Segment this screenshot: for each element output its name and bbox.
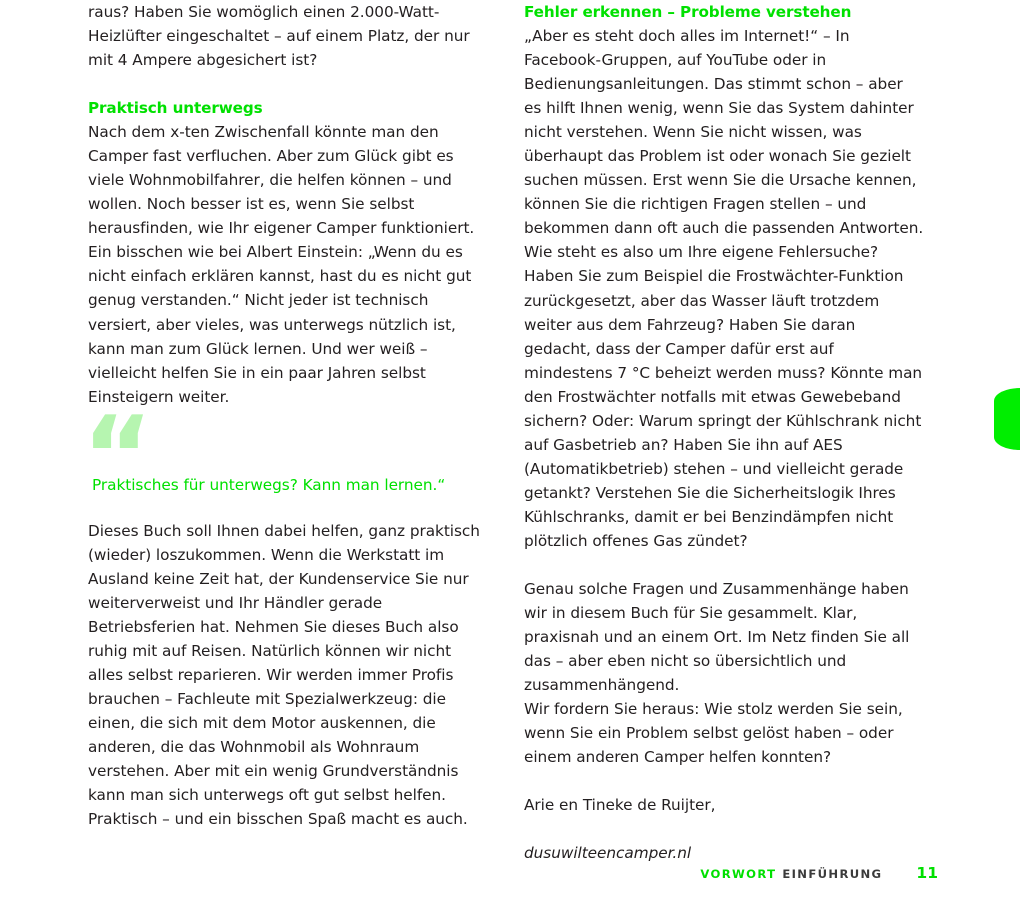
signature-line: Arie en Tineke de Ruijter,: [524, 796, 716, 815]
website-line: dusuwilteencamper.nl: [524, 844, 692, 863]
paragraph-frostwaechter: Haben Sie zum Beispiel die Frostwächter-Funktion zurückgesetzt, aber das Wasser läuft trotzdem weiter aus dem Fahrzeug? Haben Sie daran gedacht, dass der Camper dafür erst auf mindestens 7 °C beheizt werden muss? Könnte man den Frostwächter notfalls mit etwas Gewebeband sichern? Oder: Warum springt der Kühlschrank nicht auf Gasbetrieb an? Haben Sie ihn auf AES (Automatikbetrieb) stehen – und vielleicht gerade getankt? Verstehen Sie die Sicherheitslogik Ihres Kühlschranks, damit er bei Benzindämpfen nicht plötzlich offenes Gas zündet?: [524, 267, 923, 550]
paragraph-genau-solche-fragen: Genau solche Fragen und Zusammenhänge haben wir in diesem Buch für Sie gesammelt. Klar, praxisnah und an einem Ort. Im Netz finden Sie all das – aber eben nicht so übersichtlich und zusammenhängend.: [524, 580, 910, 695]
paragraph-internet: „Aber es steht doch alles im Internet!“ – In Facebook-Gruppen, auf YouTube oder in Bedienungsanleitungen. Das stimmt schon – aber es hilft Ihnen wenig, wenn Sie das System dahinter nicht verstehen. Wenn Sie nicht wissen, was überhaupt das Problem ist oder wonach Sie gezielt suchen müssen. Erst wenn Sie die Ursache kennen, können Sie die richtigen Fragen stellen – und bekommen dann oft auch die passenden Antworten. Wie steht es also um Ihre eigene Fehlersuche?: [524, 27, 924, 262]
paragraph-dieses-buch: Dieses Buch soll Ihnen dabei helfen, ganz praktisch (wieder) loszukommen. Wenn die Werkstatt im Ausland keine Zeit hat, der Kundenservice Sie nur weiterverweist und Ihr Händler gerade Betriebsferien hat. Nehmen Sie dieses Buch also ruhig mit auf Reisen. Natürlich können wir nicht alles selbst reparieren. Wir werden immer Profis brauchen – Fachleute mit Spezialwerkzeug: die einen, die sich mit dem Motor auskennen, die anderen, die das Wohnmobil als Wohnraum verstehen. Aber mit ein wenig Grundverständnis kann man sich unterwegs oft gut selbst helfen. Praktisch – und ein bisschen Spaß macht es auch.: [88, 521, 480, 829]
footer-section-label: VORWORT: [700, 867, 777, 881]
left-text-column: [82, 0, 488, 831]
footer-chapter-label: EINFÜHRUNG: [782, 867, 883, 881]
paragraph-praktisch-unterwegs: Nach dem x-ten Zwischenfall könnte man den Camper fast verfluchen. Aber zum Glück gibt es viele Wohnmobilfahrer, die helfen können – und wollen. Noch besser ist es, wenn Sie selbst herausfinden, wie Ihr eigener Camper funktioniert. Ein bisschen wie bei Albert Einstein: „Wenn du es nicht einfach erklären kannst, hast du es nicht gut genug verstanden.“ Nicht jeder ist technisch versiert, aber vieles, was unterwegs nützlich ist, kann man zum Glück lernen. Und wer weiß – vielleicht helfen Sie in ein paar Jahren selbst Einsteigern weiter.: [88, 123, 475, 406]
paragraph-wir-fordern-sie-heraus: Wir fordern Sie heraus: Wie stolz werden Sie sein, wenn Sie ein Problem selbst gelöst haben – oder einem anderen Camper helfen konnten?: [524, 700, 903, 767]
pull-quote-block: [82, 393, 488, 519]
page-footer: [0, 864, 1020, 884]
continued-paragraph: raus? Haben Sie womöglich einen 2.000-Watt-Heizlüfter eingeschaltet – auf einem Platz, der nur mit 4 Ampere abgesichert ist?: [88, 3, 470, 70]
page-number: 11: [916, 864, 938, 882]
pull-quote-text: Praktisches für unterwegs? Kann man lernen.“: [92, 475, 446, 494]
heading-praktisch-unterwegs: Praktisch unterwegs: [88, 99, 263, 118]
right-text-column: [524, 0, 924, 866]
heading-fehler-erkennen: Fehler erkennen – Probleme verstehen: [524, 3, 852, 21]
chapter-edge-marker-icon: [994, 388, 1020, 450]
two-column-text-body: [82, 0, 938, 863]
quotation-mark-icon: “: [82, 393, 149, 519]
